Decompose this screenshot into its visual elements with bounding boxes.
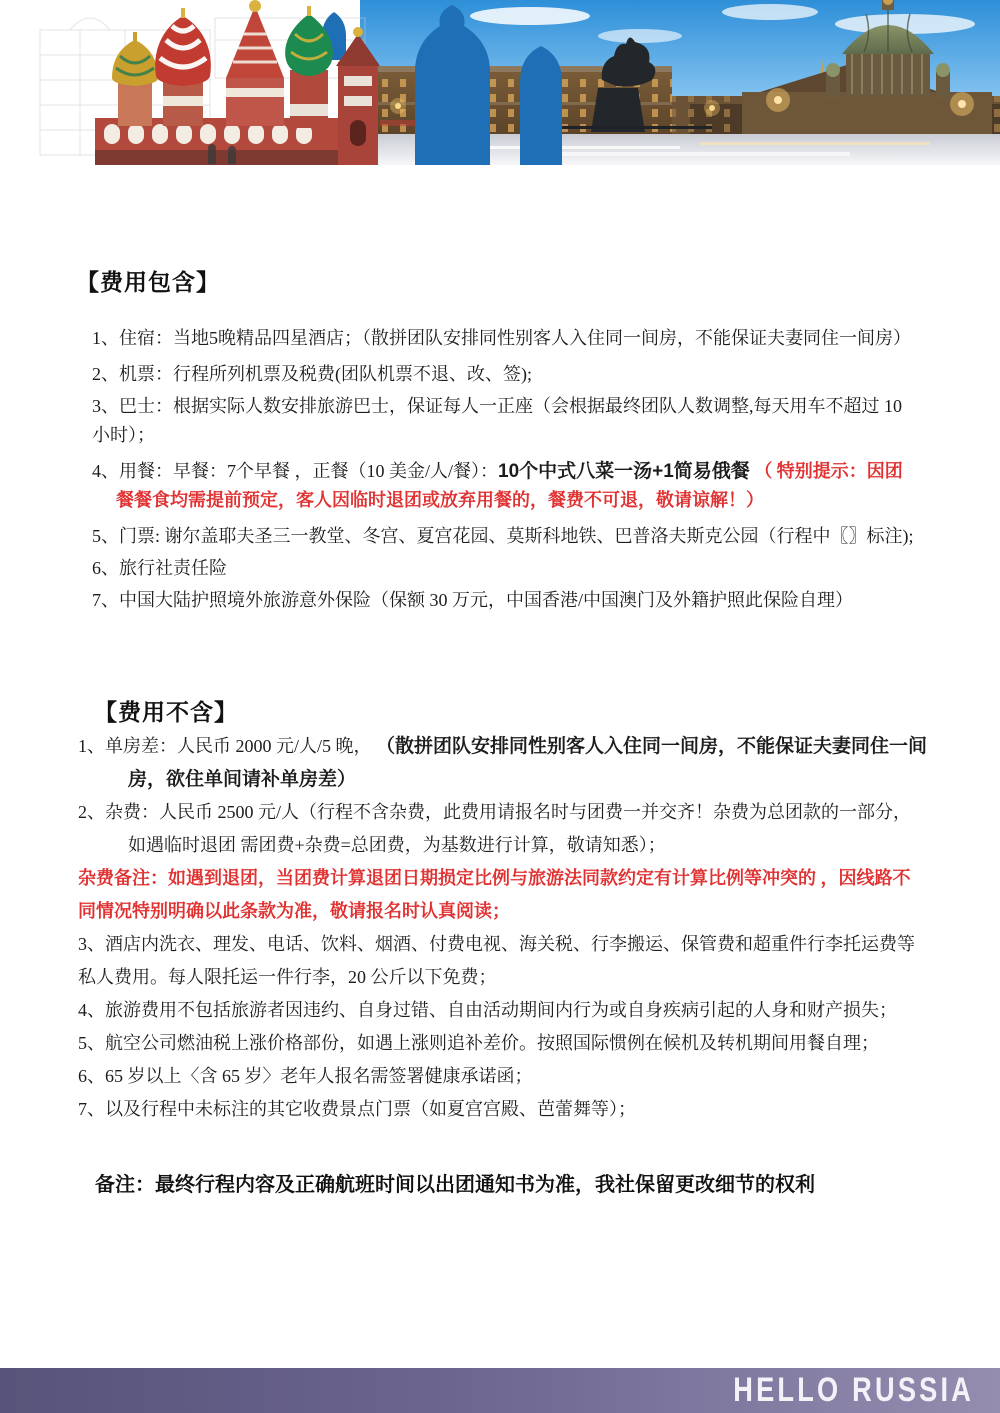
text-segment: 5、门票: 谢尔盖耶夫圣三一教堂、冬宫、夏宫花园、莫斯科地铁、巴普洛夫斯克公园（行程中〖〗标注);: [92, 526, 914, 546]
list-item: [92, 360, 914, 389]
list-item: [78, 730, 928, 796]
russia-landmarks-collage-icon: [0, 0, 1000, 165]
excluded-list: [78, 730, 928, 1126]
included-list: [92, 324, 914, 618]
text-segment: 2、机票：行程所列机票及税费(团队机票不退、改、签);: [92, 364, 532, 384]
text-segment: 杂费备注：如遇到退团，当团费计算退团日期损定比例与旅游法同款约定有计算比例等冲突的 ，因线路不同情况特别明确以此条款为准，敬请报名时认真阅读；: [78, 868, 911, 921]
text-segment: 10个中式八菜一汤+1简易俄餐: [498, 461, 750, 482]
text-segment: 1、单房差：人民币 2000 元/人/5 晚，: [78, 736, 377, 756]
list-item: [78, 928, 928, 994]
text-segment: （ 特别提示：因团餐餐食均需提前预定，客人因临时退团或放弃用餐的，餐费不可退，敬请谅解！）: [116, 461, 903, 510]
list-item: [78, 796, 928, 862]
list-item: [78, 1060, 928, 1093]
list-item: [78, 1027, 928, 1060]
final-remark: 备注：最终行程内容及正确航班时间以出团通知书为准，我社保留更改细节的权利: [95, 1174, 815, 1196]
section-title-included: 【费用包含】: [76, 269, 220, 295]
list-item: [78, 1093, 928, 1126]
list-item: [92, 554, 914, 583]
text-segment: 1、住宿：当地5晚精品四星酒店；（散拼团队安排同性别客人入住同一间房，不能保证夫妻同住一间房）: [92, 328, 911, 348]
list-item: [78, 994, 928, 1027]
brand-wordmark: HELLO RUSSIA: [733, 1371, 974, 1409]
text-segment: 4、用餐：早餐：7个早餐 ，正餐（10 美金/人/餐）：: [92, 461, 498, 481]
text-segment: 6、65 岁以上〈含 65 岁〉老年人报名需签署健康承诺函；: [78, 1066, 533, 1086]
text-segment: 6、旅行社责任险: [92, 558, 227, 578]
list-item: [92, 522, 914, 551]
list-item: [92, 586, 914, 615]
footer-brand-bar: [0, 1368, 1000, 1413]
list-item: [92, 392, 914, 450]
text-segment: 5、航空公司燃油税上涨价格部份，如遇上涨则追补差价。按照国际惯例在候机及转机期间用餐自理；: [78, 1033, 879, 1053]
text-segment: 2、杂费：人民币 2500 元/人（行程不含杂费，此费用请报名时与团费一并交齐！杂费为总团款的一部分，如遇临时退团 需团费+杂费=总团费，为基数进行计算，敬请知悉）；: [78, 802, 911, 855]
text-segment: （散拼团队安排同性别客人入住同一间房，不能保证夫妻同住一间房，欲住单间请补单房差）: [128, 736, 928, 790]
text-segment: 4、旅游费用不包括旅游者因违约、自身过错、自由活动期间内行为或自身疾病引起的人身和财产损失；: [78, 1000, 897, 1020]
header-landmarks-image: [0, 0, 1000, 165]
section-title-excluded: 【费用不含】: [94, 699, 238, 725]
list-item: [78, 862, 928, 928]
list-item: [92, 324, 914, 353]
list-item: [92, 457, 914, 515]
text-segment: 7、以及行程中未标注的其它收费景点门票（如夏宫宫殿、芭蕾舞等）；: [78, 1099, 636, 1119]
text-segment: 3、巴士：根据实际人数安排旅游巴士，保证每人一正座（会根据最终团队人数调整,每天用车不超过 10 小时）；: [92, 396, 902, 445]
text-segment: 3、酒店内洗衣、理发、电话、饮料、烟酒、付费电视、海关税、行李搬运、保管费和超重件行李托运费等私人费用。每人限托运一件行李，20 公斤以下免费；: [78, 934, 915, 987]
text-segment: 7、中国大陆护照境外旅游意外保险（保额 30 万元，中国香港/中国澳门及外籍护照此保险自理）: [92, 590, 853, 610]
